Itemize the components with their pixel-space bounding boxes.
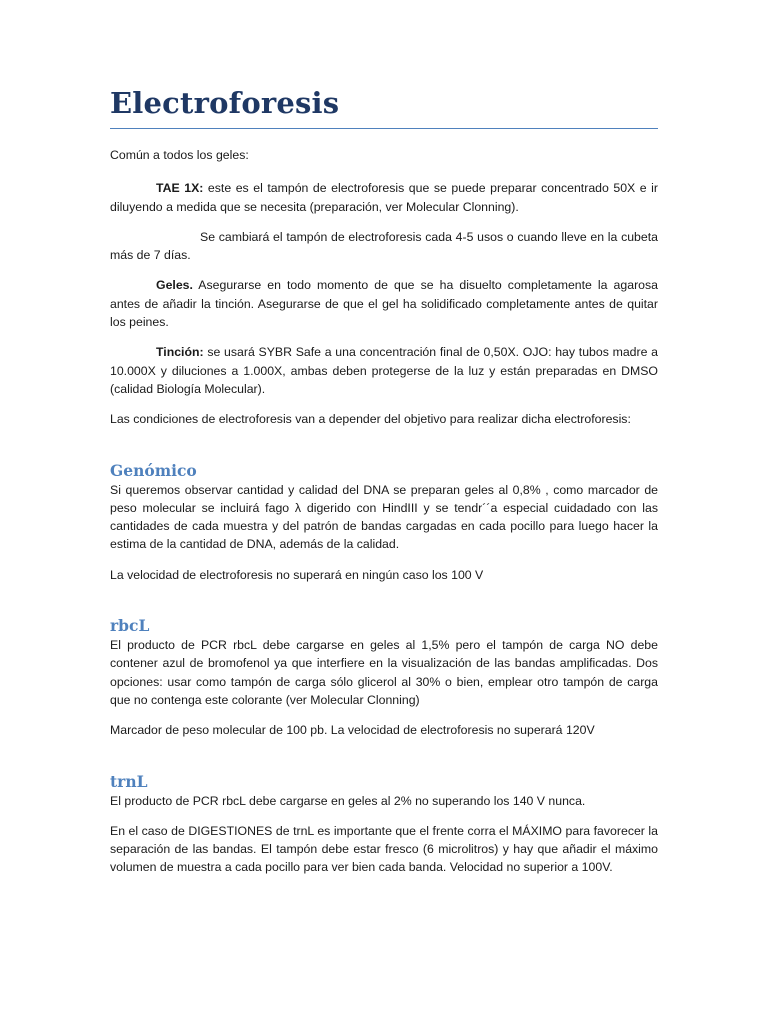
rbcl-paragraph-1: El producto de PCR rbcL debe cargarse en geles al 1,5% pero el tampón de carga NO debe contener azul de bromofenol ya que interfiere en la visualización de las bandas amplificadas. Dos opciones: usar como tampón de carga sólo glicerol al 30% o bien, emplear otro tampón de carga que no contenga este colorante (ver Molecular Clonning) [110,638,658,707]
tae-paragraph [110,179,658,216]
rbcl-paragraph-2: Marcador de peso molecular de 100 pb. La velocidad de electroforesis no superará 120V [110,723,595,738]
conditions-paragraph: Las condiciones de electroforesis van a depender del objetivo para realizar dicha electroforesis: [110,412,631,427]
section-heading-trnl: trnL [110,771,148,791]
intro-text: Común a todos los geles: [110,148,249,162]
section-heading-rbcl: rbcL [110,616,150,636]
geles-label: Geles. [156,278,193,293]
change-buffer-paragraph: Se cambiará el tampón de electroforesis cada 4-5 usos o cuando lleve en la cubeta más de 7 días. [110,229,658,263]
tincion-text: se usará SYBR Safe a una concentración final de 0,50X. OJO: hay tubos madre a 10.000X y diluciones a 1.000X, ambas deben protegerse de la luz y están preparadas en DMSO (calidad Biología Molecular). [110,345,658,396]
tae-label: TAE 1X: [156,181,204,196]
trnl-paragraph-1: El producto de PCR rbcL debe cargarse en geles al 2% no superando los 140 V nunca. [110,793,586,808]
geles-paragraph [110,276,658,331]
section-heading-genomico: Genómico [110,460,197,480]
tincion-label: Tinción: [156,345,204,360]
page-title: Electroforesis [110,86,658,129]
trnl-paragraph-2: En el caso de DIGESTIONES de trnL es importante que el frente corra el MÁXIMO para favorecer la separación de las bandas. El tampón debe estar fresco (6 microlitros) y hay que añadir el máximo volumen de muestra a cada pocillo para ver bien cada banda. Velocidad no superior a 100V. [110,823,658,875]
genomico-paragraph-2: La velocidad de electroforesis no superará en ningún caso los 100 V [110,567,484,582]
document-body [110,86,658,877]
tincion-paragraph [110,343,658,398]
genomico-paragraph-1: Si queremos observar cantidad y calidad del DNA se preparan geles al 0,8% , como marcador de peso molecular se incluirá fago λ digerido con HindIII y se tendr´´a especial cuidadado con las cantidades de cada muestra y del patrón de bandas cargadas en cada pocillo para luego hacer la estima de la cantidad de DNA, además de la calidad. [110,482,658,552]
geles-text: Asegurarse en todo momento de que se ha disuelto completamente la agarosa antes de añadir la tinción. Asegurarse de que el gel ha solidificado completamente antes de quitar los peines. [110,278,658,330]
tae-text: este es el tampón de electroforesis que se puede preparar concentrado 50X e ir diluyendo a medida que se necesita (preparación, ver Molecular Clonning). [110,181,659,214]
